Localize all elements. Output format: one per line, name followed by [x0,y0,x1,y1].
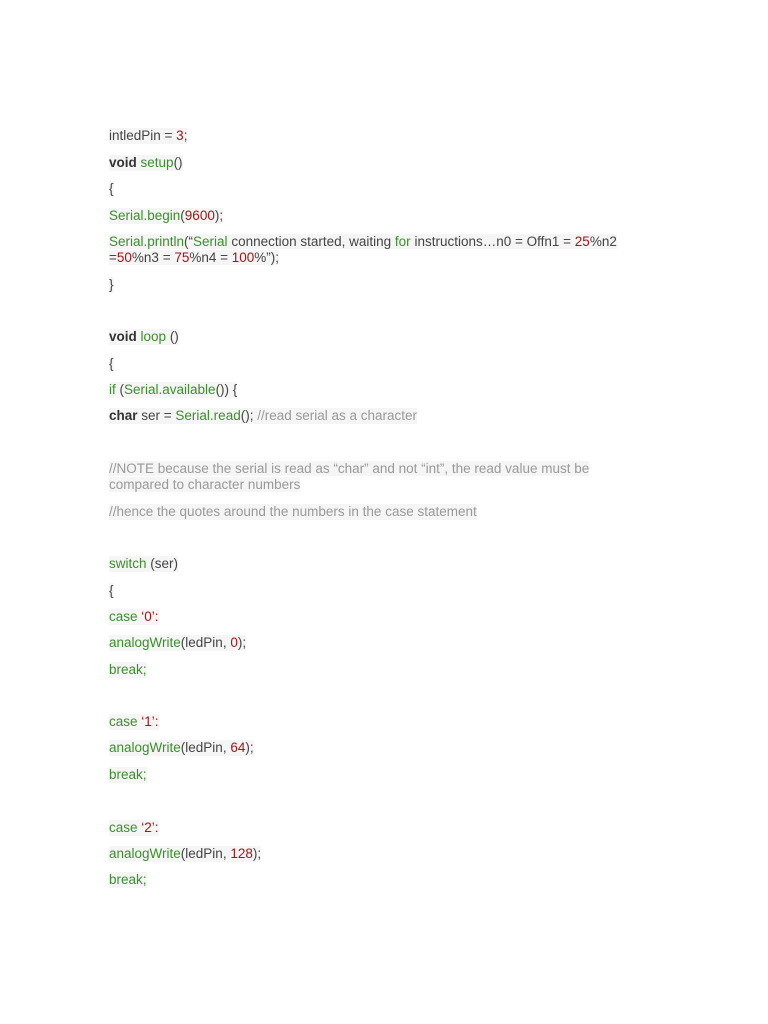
code-line-ledpin: intledPin = 3; [109,128,188,143]
code-line-break-2: break; [109,872,147,887]
code-line-analogwrite-0: analogWrite(ledPin, 0); [109,635,247,650]
code-line-switch: switch (ser) [109,556,179,571]
code-line-case-2: case ‘2’: [109,820,159,835]
code-line-break-1: break; [109,767,147,782]
code-line-if-available: if (Serial.available()) { [109,382,238,397]
code-line-break-0: break; [109,662,147,677]
code-line-analogwrite-1: analogWrite(ledPin, 64); [109,740,254,755]
code-line-char-ser: char ser = Serial.read(); //read serial as a character [109,408,418,423]
code-comment-hence: //hence the quotes around the numbers in the case statement [109,504,477,519]
code-comment-note: //NOTE because the serial is read as “char” and not “int”, the read value must be compared to character numbers [109,461,590,492]
code-line-case-0: case ‘0’: [109,609,159,624]
code-line-serial-begin: Serial.begin(9600); [109,208,224,223]
code-line-serial-println: Serial.println(“Serial connection started, waiting for instructions…n0 = Offn1 = 25%n2 =50%n3 = 75%n4 = 100%”); [109,234,617,265]
code-line-case-1: case ‘1’: [109,714,159,729]
code-line-switch-open-brace: { [109,583,114,598]
code-line-open-brace: { [109,181,114,196]
code-line-loop-open-brace: { [109,356,114,371]
code-line-setup: void setup() [109,155,183,170]
code-line-analogwrite-2: analogWrite(ledPin, 128); [109,846,262,861]
code-line-loop: void loop () [109,329,179,344]
code-line-close-brace: } [109,277,114,292]
